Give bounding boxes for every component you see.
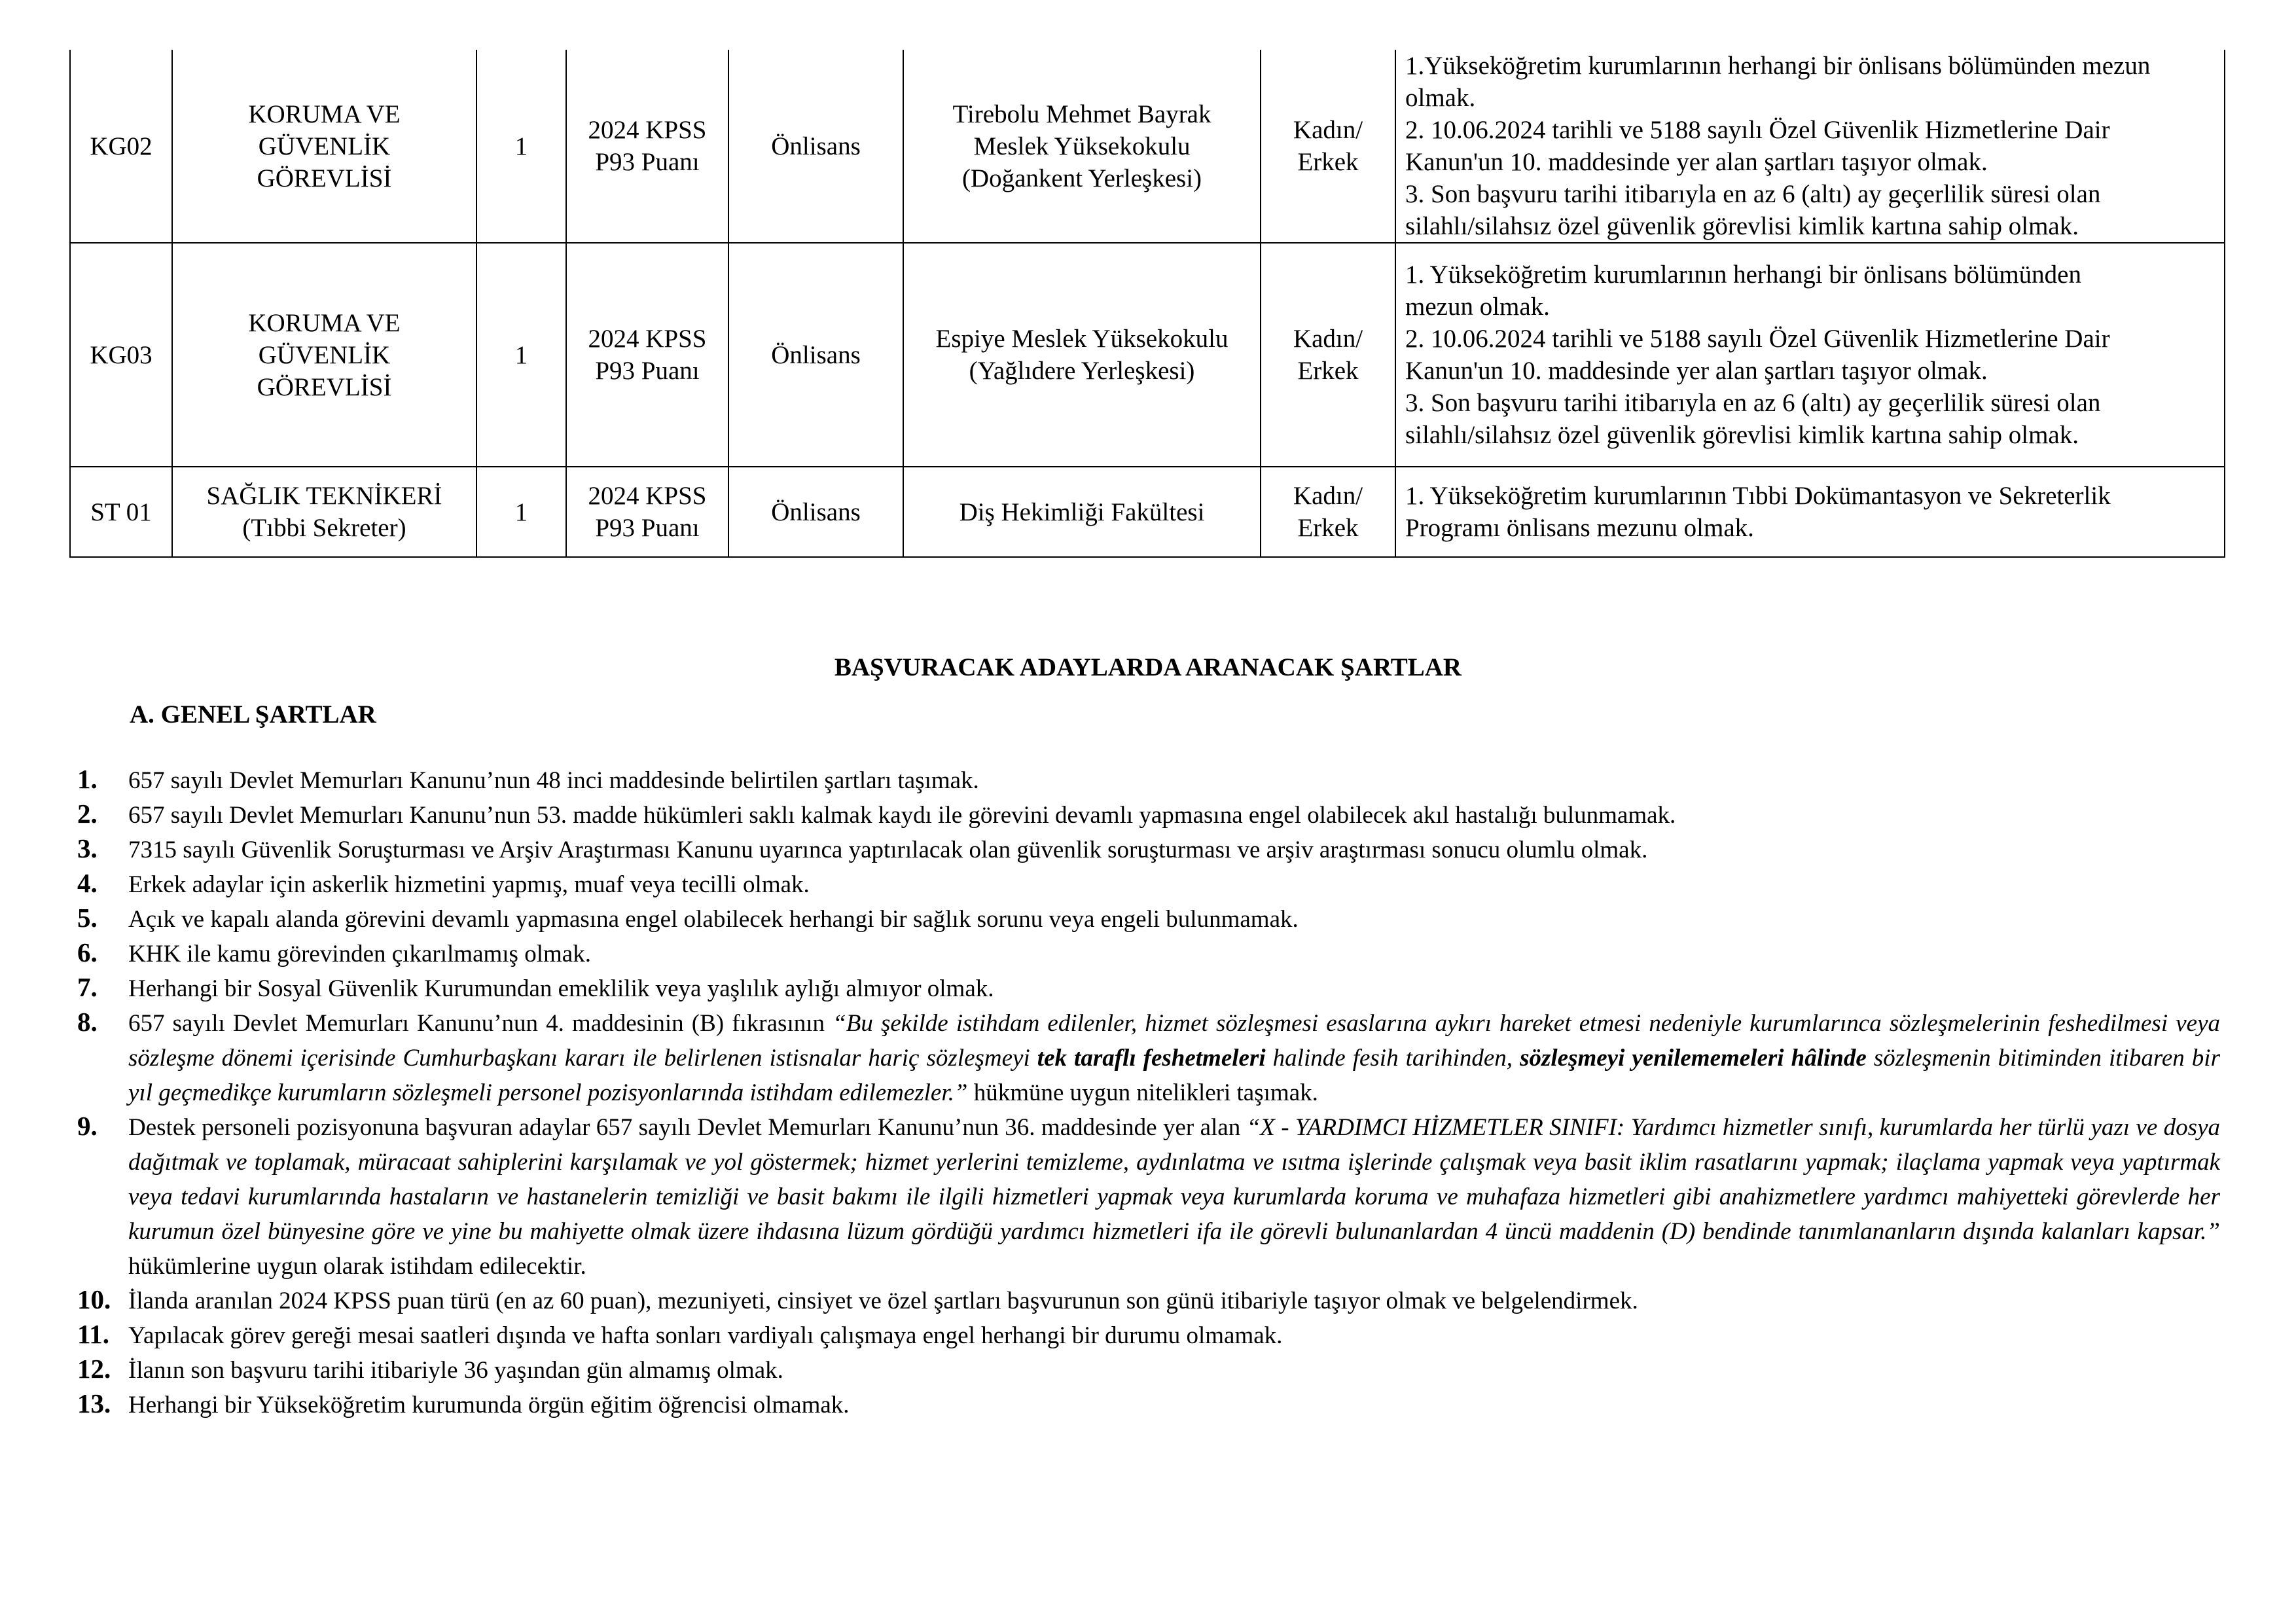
condition-number: 4. xyxy=(77,868,98,898)
condition-number: 8. xyxy=(77,1007,98,1037)
condition-number: 1. xyxy=(77,764,98,794)
condition-number: 5. xyxy=(77,903,98,933)
gender-cell-line: Kadın/ xyxy=(1293,325,1363,353)
condition-text: 657 sayılı Devlet Memurları Kanunu’nun 4. maddesinin (B) fıkrasının xyxy=(128,1010,833,1037)
condition-item xyxy=(69,1318,2220,1353)
condition-item xyxy=(69,798,2220,833)
unit-cell-line: Diş Hekimliği Fakültesi xyxy=(959,497,1205,526)
requirements-cell-line: Kanun'un 10. maddesinde yer alan şartları taşıyor olmak. xyxy=(1405,357,1988,385)
condition-item xyxy=(69,1006,2220,1110)
section-title: BAŞVURACAK ADAYLARDA ARANACAK ŞARTLAR xyxy=(834,653,1462,681)
condition-number: 9. xyxy=(77,1111,98,1141)
score-type-cell xyxy=(566,243,728,467)
position-code-cell xyxy=(70,50,172,243)
position-title-cell-line: GÖREVLİSİ xyxy=(257,164,392,192)
gender-cell xyxy=(1261,243,1395,467)
table-row xyxy=(70,50,2225,243)
position-code-cell xyxy=(70,243,172,467)
position-title-cell xyxy=(172,50,476,243)
position-title-cell-line: KORUMA VE xyxy=(248,99,401,128)
condition-number: 3. xyxy=(77,833,98,863)
position-title-cell-line: GÜVENLİK xyxy=(258,132,391,160)
condition-text: Yapılacak görev gereği mesai saatleri dışında ve hafta sonları vardiyalı çalışmaya engel herhangi bir durumu olmamak. xyxy=(128,1322,1283,1349)
education-level-cell xyxy=(728,243,903,467)
position-count-cell-line: 1 xyxy=(514,497,528,526)
condition-item xyxy=(69,1284,2220,1318)
requirements-cell-line: 3. Son başvuru tarihi itibarıyla en az 6 (altı) ay geçerlilik süresi olan xyxy=(1405,180,2101,208)
position-title-cell-line: GÜVENLİK xyxy=(258,340,391,369)
position-code-cell-line: KG03 xyxy=(90,340,152,369)
education-level-cell-line: Önlisans xyxy=(771,340,861,369)
requirements-cell-line: mezun olmak. xyxy=(1405,293,1550,321)
score-type-cell-line: 2024 KPSS xyxy=(588,116,707,144)
gender-cell-line: Kadın/ xyxy=(1293,482,1363,510)
requirements-cell-line: 3. Son başvuru tarihi itibarıyla en az 6 (altı) ay geçerlilik süresi olan xyxy=(1405,389,2101,417)
condition-item xyxy=(69,833,2220,867)
condition-number: 11. xyxy=(77,1319,109,1349)
condition-text: Destek personeli pozisyonuna başvuran adaylar 657 sayılı Devlet Memurları Kanunu’nun 36. maddesinde yer alan xyxy=(128,1114,1247,1141)
condition-text: Herhangi bir Yükseköğretim kurumunda örgün eğitim öğrencisi olmamak. xyxy=(128,1392,850,1418)
requirements-cell-line: 1. Yükseköğretim kurumlarının herhangi bir önlisans bölümünden xyxy=(1405,261,2081,289)
gender-cell xyxy=(1261,50,1395,243)
gender-cell-line: Erkek xyxy=(1297,357,1359,385)
requirements-cell-line: silahlı/silahsız özel güvenlik görevlisi kimlik kartına sahip olmak. xyxy=(1405,421,2079,449)
gender-cell xyxy=(1261,467,1395,557)
requirements-cell-line: 2. 10.06.2024 tarihli ve 5188 sayılı Özel Güvenlik Hizmetlerine Dair xyxy=(1405,116,2110,144)
position-title-cell xyxy=(172,243,476,467)
subsection-title: A. GENEL ŞARTLAR xyxy=(130,700,376,729)
requirements-cell-line: 1.Yükseköğretim kurumlarının herhangi bir önlisans bölümünden mezun xyxy=(1405,52,2151,80)
condition-text: tek taraflı feshetmeleri xyxy=(1037,1045,1266,1072)
score-type-cell-line: P93 Puanı xyxy=(595,357,700,385)
condition-text: sözleşmeyi yenilememeleri hâlinde xyxy=(1520,1045,1867,1072)
condition-text: Erkek adaylar için askerlik hizmetini yapmış, muaf veya tecilli olmak. xyxy=(128,871,810,898)
requirements-cell-line: olmak. xyxy=(1405,84,1476,112)
condition-text: Açık ve kapalı alanda görevini devamlı yapmasına engel olabilecek herhangi bir sağlık sorunu veya engeli bulunmamak. xyxy=(128,906,1299,933)
gender-cell-line: Erkek xyxy=(1297,514,1359,542)
table-row xyxy=(70,243,2225,467)
condition-text: İlanın son başvuru tarihi itibariyle 36 yaşından gün almamış olmak. xyxy=(128,1357,783,1384)
unit-cell-line: (Yağlıdere Yerleşkesi) xyxy=(969,357,1195,385)
position-title-cell-line: KORUMA VE xyxy=(248,308,401,337)
requirements-cell-line: 1. Yükseköğretim kurumlarının Tıbbi Dokümantasyon ve Sekreterlik xyxy=(1405,482,2111,510)
condition-text: hükmüne uygun nitelikleri taşımak. xyxy=(967,1079,1318,1106)
requirements-cell xyxy=(1395,467,2225,557)
condition-text: KHK ile kamu görevinden çıkarılmamış olmak. xyxy=(128,941,591,967)
table-row xyxy=(70,467,2225,557)
condition-number: 13. xyxy=(77,1388,111,1418)
condition-number: 6. xyxy=(77,937,98,967)
condition-number: 10. xyxy=(77,1284,111,1314)
general-conditions-list xyxy=(69,763,2220,1422)
requirements-cell xyxy=(1395,50,2225,243)
condition-item xyxy=(69,902,2220,937)
positions-table xyxy=(69,50,2225,558)
requirements-cell-line: silahlı/silahsız özel güvenlik görevlisi kimlik kartına sahip olmak. xyxy=(1405,212,2079,240)
score-type-cell xyxy=(566,50,728,243)
position-count-cell xyxy=(476,243,566,467)
condition-number: 12. xyxy=(77,1354,111,1384)
condition-item xyxy=(69,763,2220,798)
unit-cell xyxy=(903,243,1261,467)
requirements-cell xyxy=(1395,243,2225,467)
condition-item xyxy=(69,1388,2220,1422)
position-title-cell xyxy=(172,467,476,557)
gender-cell-line: Erkek xyxy=(1297,148,1359,176)
position-count-cell-line: 1 xyxy=(514,340,528,369)
requirements-cell-line: Programı önlisans mezunu olmak. xyxy=(1405,514,1754,542)
unit-cell xyxy=(903,50,1261,243)
condition-text: halinde fesih tarihinden, xyxy=(1265,1045,1520,1072)
condition-text: 7315 sayılı Güvenlik Soruşturması ve Arşiv Araştırması Kanunu uyarınca yaptırılacak olan güvenlik soruşturması ve arşiv araştırması sonucu olumlu olmak. xyxy=(128,837,1648,863)
score-type-cell-line: 2024 KPSS xyxy=(588,482,707,510)
condition-text: 657 sayılı Devlet Memurları Kanunu’nun 48 inci maddesinde belirtilen şartları taşımak. xyxy=(128,767,979,794)
condition-text: 657 sayılı Devlet Memurları Kanunu’nun 53. madde hükümleri saklı kalmak kaydı ile görevini devamlı yapmasına engel olabilecek akıl hastalığı bulunmamak. xyxy=(128,802,1676,829)
condition-item xyxy=(69,971,2220,1006)
position-code-cell xyxy=(70,467,172,557)
score-type-cell-line: 2024 KPSS xyxy=(588,325,707,353)
position-code-cell-line: KG02 xyxy=(90,132,152,160)
education-level-cell-line: Önlisans xyxy=(771,497,861,526)
condition-item xyxy=(69,1353,2220,1388)
condition-text: hükümlerine uygun olarak istihdam edilecektir. xyxy=(128,1253,586,1280)
condition-text: “X - YARDIMCI HİZMETLER SINIFI: Yardımcı hizmetler sınıfı, kurumlarda her türlü yazı ve dosya dağıtmak ve toplamak, müracaat sahiplerini karşılamak ve yol göstermek; hizmet yerlerini temizleme, aydınlatma ve ısıtma işlerinde çalışmak veya basit iklim rasatlarını yapmak; ilaçlama yapmak veya yaptırmak veya tedavi kurumlarında hastaların ve hastanelerin temizliği ve basit bakımı ile ilgili hizmetleri yapmak veya kurumlarda koruma ve muhafaza hizmetleri gibi anahizmetlere yardımcı mahiyetteki görevlerde her kurumun özel bünyesine göre ve yine bu mahiyette olmak üzere ihdasına lüzum gördüğü yardımcı hizmetleri ifa ile görevli bulunanlardan 4 üncü maddenin (D) bendinde tanımlananların dışında kalanları kapsar.” xyxy=(128,1114,2220,1245)
education-level-cell-line: Önlisans xyxy=(771,132,861,160)
unit-cell-line: Espiye Meslek Yüksekokulu xyxy=(935,325,1229,353)
score-type-cell-line: P93 Puanı xyxy=(595,148,700,176)
condition-text: “Bu şekilde istihdam edilenler, hizmet sözleşmesi esaslarına aykırı hareket etmesi nedeniyle kurumlarınca sözleşmelerinin feshedilmesi veya sözleşme dönemi içerisinde Cumhurbaşkanı kararı ile belirlenen istisnalar hariç sözleşmeyi xyxy=(128,1010,2221,1072)
condition-item xyxy=(69,1110,2220,1284)
score-type-cell xyxy=(566,467,728,557)
score-type-cell-line: P93 Puanı xyxy=(595,514,700,542)
position-code-cell-line: ST 01 xyxy=(90,497,152,526)
condition-number: 7. xyxy=(77,972,98,1002)
unit-cell-line: (Doğankent Yerleşkesi) xyxy=(961,164,1202,192)
requirements-cell-line: 2. 10.06.2024 tarihli ve 5188 sayılı Özel Güvenlik Hizmetlerine Dair xyxy=(1405,325,2110,353)
condition-item xyxy=(69,937,2220,971)
condition-item xyxy=(69,867,2220,902)
position-count-cell xyxy=(476,50,566,243)
position-count-cell-line: 1 xyxy=(514,132,528,160)
condition-number: 2. xyxy=(77,799,98,829)
position-title-cell-line: SAĞLIK TEKNİKERİ xyxy=(206,482,442,510)
education-level-cell xyxy=(728,467,903,557)
unit-cell xyxy=(903,467,1261,557)
education-level-cell xyxy=(728,50,903,243)
position-title-cell-line: (Tıbbi Sekreter) xyxy=(242,514,406,542)
unit-cell-line: Tirebolu Mehmet Bayrak xyxy=(952,99,1211,128)
condition-text: İlanda aranılan 2024 KPSS puan türü (en az 60 puan), mezuniyeti, cinsiyet ve özel şartları başvurunun son günü itibariyle taşıyor olmak ve belgelendirmek. xyxy=(128,1288,1638,1314)
unit-cell-line: Meslek Yüksekokulu xyxy=(973,132,1191,160)
condition-text: Herhangi bir Sosyal Güvenlik Kurumundan emeklilik veya yaşlılık aylığı almıyor olmak. xyxy=(128,975,994,1002)
condition-text: sözleşmenin bitiminden itibaren bir yıl geçmedikçe kurumların sözleşmeli personel pozisyonlarında istihdam edilemezler.” xyxy=(128,1045,2220,1106)
position-title-cell-line: GÖREVLİSİ xyxy=(257,372,392,401)
requirements-cell-line: Kanun'un 10. maddesinde yer alan şartları taşıyor olmak. xyxy=(1405,148,1988,176)
gender-cell-line: Kadın/ xyxy=(1293,116,1363,144)
position-count-cell xyxy=(476,467,566,557)
